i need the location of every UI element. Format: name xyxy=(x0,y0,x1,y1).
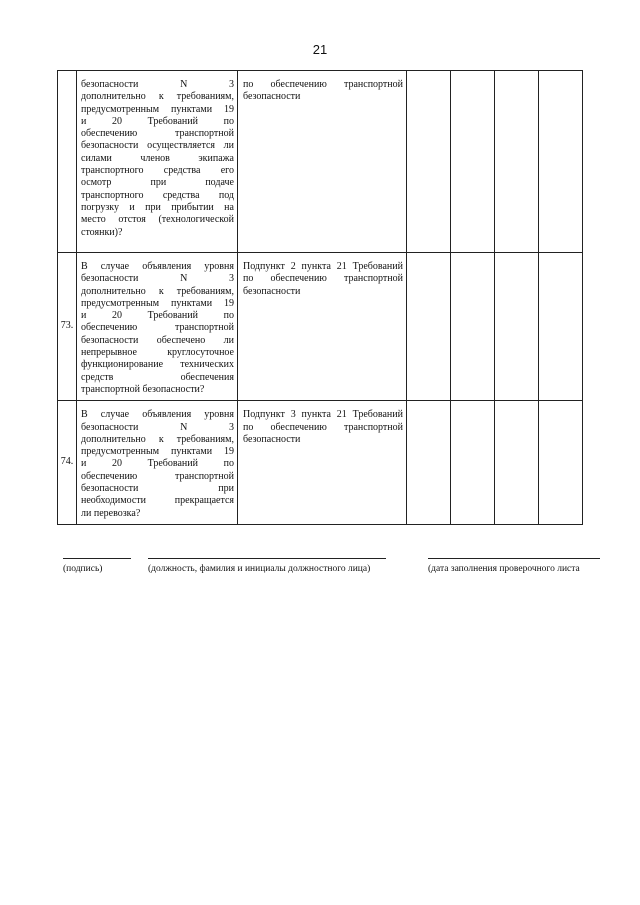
answer-cell[interactable] xyxy=(451,401,495,525)
question-text-line: функционирование технических xyxy=(81,359,234,371)
official-caption: (должность, фамилия и инициалы должностного лица) xyxy=(148,564,371,574)
answer-cell[interactable] xyxy=(407,401,451,525)
question-text-line: средств обеспечения xyxy=(81,371,234,383)
question-text-line: предусмотренным пунктами 19 xyxy=(81,103,234,115)
question-text-line: транспортного средства его xyxy=(81,165,234,177)
question-text-line: предусмотренным пунктами 19 xyxy=(81,446,234,458)
date-line xyxy=(428,558,600,559)
question-text-line: дополнительно к требованиям, xyxy=(81,91,234,103)
question-text-line: силами членов экипажа xyxy=(81,152,234,164)
table-row xyxy=(58,71,583,253)
question-text-line: непрерывное круглосуточное xyxy=(81,347,234,359)
answer-cell[interactable] xyxy=(539,71,583,253)
row-number xyxy=(58,71,77,253)
answer-cell[interactable] xyxy=(495,401,539,525)
table-row xyxy=(58,253,583,401)
question-text-line: и 20 Требований по xyxy=(81,310,234,322)
question-text-line: место отстоя (технологической xyxy=(81,214,234,226)
question-text-line: В случае объявления уровня xyxy=(81,409,234,421)
page-number: 21 xyxy=(312,42,328,57)
question-text-line: и 20 Требований по xyxy=(81,115,234,127)
answer-cell[interactable] xyxy=(451,71,495,253)
answer-cell[interactable] xyxy=(407,253,451,401)
question-text-line: необходимости прекращается xyxy=(81,495,234,507)
date-field xyxy=(428,558,600,574)
reference-text-line: безопасности xyxy=(243,433,301,445)
reference-text-line: по обеспечению транспортной xyxy=(243,421,403,433)
answer-cell[interactable] xyxy=(407,71,451,253)
signature-field xyxy=(63,558,131,574)
row-number: 73. xyxy=(58,253,77,401)
answer-cell[interactable] xyxy=(495,253,539,401)
requirement-reference-cell xyxy=(238,71,407,253)
signature-caption: (подпись) xyxy=(63,564,103,574)
question-text-line: безопасности N 3 xyxy=(81,421,234,433)
question-cell xyxy=(77,401,238,525)
question-text-line: транспортного средства под xyxy=(81,189,234,201)
question-text-line: безопасности N 3 xyxy=(81,273,234,285)
reference-text-line: безопасности xyxy=(243,91,301,103)
question-text-line: обеспечению транспортной xyxy=(81,322,234,334)
question-text-line: ли перевозка? xyxy=(81,507,141,519)
question-text-line: обеспечению транспортной xyxy=(81,128,234,140)
answer-cell[interactable] xyxy=(495,71,539,253)
question-text-line: безопасности при xyxy=(81,483,234,495)
question-cell xyxy=(77,253,238,401)
answer-cell[interactable] xyxy=(539,253,583,401)
official-field xyxy=(148,558,386,574)
question-text-line: погрузку и при прибытии на xyxy=(81,201,234,213)
official-line xyxy=(148,558,386,559)
checklist-body xyxy=(58,71,583,525)
requirement-reference-cell xyxy=(238,401,407,525)
answer-cell[interactable] xyxy=(539,401,583,525)
question-cell xyxy=(77,71,238,253)
table-row xyxy=(58,401,583,525)
date-caption: (дата заполнения проверочного листа xyxy=(428,564,580,574)
question-text-line: обеспечению транспортной xyxy=(81,470,234,482)
row-number: 74. xyxy=(58,401,77,525)
question-text-line: В случае объявления уровня xyxy=(81,261,234,272)
question-text-line: предусмотренным пунктами 19 xyxy=(81,297,234,309)
question-text-line: безопасности осуществляется ли xyxy=(81,140,234,152)
reference-text-line: по обеспечению транспортной xyxy=(243,273,403,285)
question-text-line: и 20 Требований по xyxy=(81,458,234,470)
question-text-line: безопасности N 3 xyxy=(81,79,234,90)
requirement-reference-cell xyxy=(238,253,407,401)
question-text-line: транспортной безопасности? xyxy=(81,383,205,395)
question-text-line: стоянки)? xyxy=(81,226,123,238)
question-text-line: безопасности обеспечено ли xyxy=(81,334,234,346)
reference-text-line: по обеспечению транспортной xyxy=(243,79,403,90)
answer-cell[interactable] xyxy=(451,253,495,401)
signature-line xyxy=(63,558,131,559)
reference-text-line: Подпункт 3 пункта 21 Требований xyxy=(243,409,403,421)
reference-text-line: Подпункт 2 пункта 21 Требований xyxy=(243,261,403,272)
question-text-line: дополнительно к требованиям, xyxy=(81,433,234,445)
question-text-line: дополнительно к требованиям, xyxy=(81,285,234,297)
reference-text-line: безопасности xyxy=(243,285,301,297)
checklist-table xyxy=(57,70,583,525)
question-text-line: осмотр при подаче xyxy=(81,177,234,189)
